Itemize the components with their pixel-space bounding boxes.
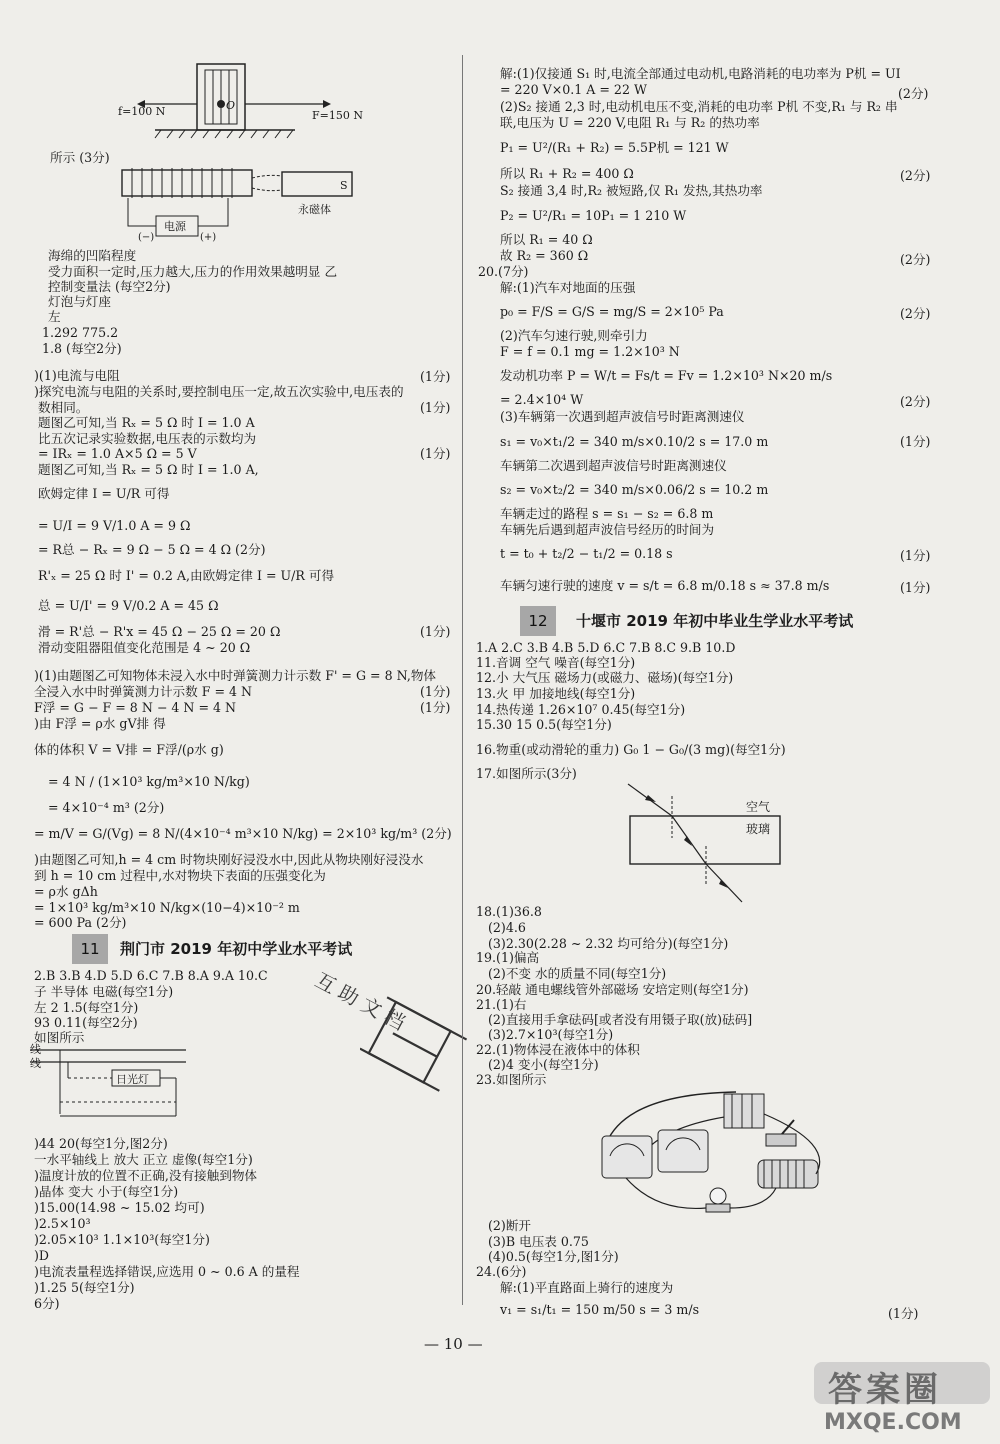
wire-label-2: 线 <box>30 1057 41 1070</box>
source-label: 电源 <box>164 220 186 233</box>
logo-big-text: 答案圈 <box>828 1370 942 1410</box>
answer-line: 所示 (3分) <box>50 150 110 165</box>
answer-line: 所以 R₁ + R₂ = 400 Ω <box>500 166 634 181</box>
answer-line: )2.05×10³ 1.1×10³(每空1分) <box>34 1232 210 1247</box>
wiring-diagram <box>30 1044 200 1134</box>
column-divider <box>462 55 463 1305</box>
answer-line: 车辆先后遇到超声波信号经历的时间为 <box>500 522 715 537</box>
answer-line: = m/V = G/(Vg) = 8 N/(4×10⁻⁴ m³×10 N/kg) = 2×10³ kg/m³ (2分) <box>34 826 452 841</box>
page-number: — 10 — <box>424 1335 483 1353</box>
answer-line: = 4×10⁻⁴ m³ (2分) <box>48 800 165 815</box>
answer-line: P₂ = U²/R₁ = 10P₁ = 1 210 W <box>500 208 687 223</box>
refraction-diagram <box>620 776 790 906</box>
answer-line: = 600 Pa (2分) <box>34 915 127 930</box>
score-label: (1分) <box>420 684 451 699</box>
answer-line: 滑动变阻器阻值变化范围是 4 ~ 20 Ω <box>38 640 251 655</box>
answer-line: (3)车辆第一次遇到超声波信号时距离测速仪 <box>500 409 745 424</box>
answer-line: P₁ = U²/(R₁ + R₂) = 5.5P机 = 121 W <box>500 140 729 155</box>
answer-line: (4)0.5(每空1分,图1分) <box>488 1249 619 1264</box>
answer-line: 23.如图所示 <box>476 1072 547 1087</box>
score-label: (1分) <box>900 580 931 595</box>
answer-line: 17.如图所示(3分) <box>476 766 577 781</box>
section-title: 荆门市 2019 年初中学业水平考试 <box>120 940 353 958</box>
answer-line: = 220 V×0.1 A = 22 W <box>500 82 647 97</box>
air-label: 空气 <box>746 800 771 814</box>
answer-line: s₁ = v₀×t₁/2 = 340 m/s×0.10/2 s = 17.0 m <box>500 434 769 449</box>
answer-line: )1.25 5(每空1分) <box>34 1280 135 1295</box>
answer-line: 联,电压为 U = 220 V,电阻 R₁ 与 R₂ 的热功率 <box>500 115 760 130</box>
score-label: (1分) <box>420 700 451 715</box>
answer-line: 比五次记录实验数据,电压表的示数均为 <box>38 431 257 446</box>
answer-line: 欧姆定律 I = U/R 可得 <box>38 486 170 501</box>
answer-line: 左 2 1.5(每空1分) <box>34 1000 139 1015</box>
answer-line: = 4 N / (1×10³ kg/m³×10 N/kg) <box>48 774 250 789</box>
circuit-diagram <box>596 1084 836 1214</box>
answer-line: 数相同。 <box>38 400 89 415</box>
magnet-s-label: S <box>340 179 348 192</box>
answer-line: 题图乙可知,当 Rₓ = 5 Ω 时 I = 1.0 A, <box>38 462 259 477</box>
answer-line: (2)4.6 <box>488 920 526 935</box>
answer-line: v₁ = s₁/t₁ = 150 m/50 s = 3 m/s <box>500 1302 700 1317</box>
score-label: (2分) <box>900 306 931 321</box>
minus-label: (−) <box>138 232 155 243</box>
answer-line: (2)不变 水的质量不同(每空1分) <box>488 966 667 981</box>
answer-line: 11.音调 空气 噪音(每空1分) <box>476 655 636 670</box>
answer-line: 19.(1)偏高 <box>476 950 540 965</box>
answer-line: 海绵的凹陷程度 <box>48 248 137 263</box>
answer-line: 13.火 甲 加接地线(每空1分) <box>476 686 636 701</box>
score-label: (2分) <box>900 252 931 267</box>
answer-line: 滑 = R'总 − R'x = 45 Ω − 25 Ω = 20 Ω <box>38 624 281 639</box>
answer-line: )(1)由题图乙可知物体未浸入水中时弹簧测力计示数 F' = G = 8 N,物体 <box>34 668 437 683</box>
force-diagram <box>115 58 365 148</box>
answer-line: = ρ水 gΔh <box>34 884 98 899</box>
force-left-label: f=100 N <box>118 105 166 118</box>
answer-line: = IRₓ = 1.0 A×5 Ω = 5 V <box>38 446 197 461</box>
section-11-header <box>72 934 452 964</box>
answer-line: (2)S₂ 接通 2,3 时,电动机电压不变,消耗的电功率 P机 不变,R₁ 与 R₂ 串 <box>500 99 898 114</box>
score-label: (1分) <box>420 369 451 384</box>
section-badge: 11 <box>72 934 108 964</box>
lamp-label: 日光灯 <box>116 1073 149 1086</box>
score-label: (1分) <box>420 446 451 461</box>
answer-line: 解:(1)平直路面上骑行的速度为 <box>500 1280 674 1295</box>
answer-line: 灯泡与灯座 <box>48 294 111 309</box>
answer-line: 1.8 (每空2分) <box>42 341 122 356</box>
glass-label: 玻璃 <box>746 822 771 836</box>
answer-line: 一水平轴线上 放大 正立 虚像(每空1分) <box>34 1152 253 1167</box>
answer-line: 解:(1)汽车对地面的压强 <box>500 280 636 295</box>
answer-line: )探究电流与电阻的关系时,要控制电压一定,故五次实验中,电压表的 <box>34 384 404 399</box>
answer-line: F = f = 0.1 mg = 1.2×10³ N <box>500 344 680 359</box>
answer-line: 控制变量法 (每空2分) <box>48 279 171 294</box>
answer-line: 车辆第二次遇到超声波信号时距离测速仪 <box>500 458 727 473</box>
answer-line: 解:(1)仅接通 S₁ 时,电流全部通过电动机,电路消耗的电功率为 P机 = UI <box>500 66 901 81</box>
answer-line: = U/I = 9 V/1.0 A = 9 Ω <box>38 518 191 533</box>
answer-line: 15.30 15 0.5(每空1分) <box>476 717 612 732</box>
answer-line: (2)4 变小(每空1分) <box>488 1057 599 1072</box>
answer-line: 如图所示 <box>34 1030 85 1045</box>
answer-line: = 1×10³ kg/m³×10 N/kg×(10−4)×10⁻² m <box>34 900 300 915</box>
answer-line: )晶体 变大 小于(每空1分) <box>34 1184 179 1199</box>
answer-line: 体的体积 V = V排 = F浮/(ρ水 g) <box>34 742 224 757</box>
answer-line: 1.292 775.2 <box>42 325 119 340</box>
answer-line: (2)断开 <box>488 1218 532 1233</box>
score-label: (1分) <box>900 548 931 563</box>
answer-line: 到 h = 10 cm 过程中,水对物块下表面的压强变化为 <box>34 868 326 883</box>
answer-line: 16.物重(或动滑轮的重力) G₀ 1 − G₀/(3 mg)(每空1分) <box>476 742 786 757</box>
answer-line: 12.小 大气压 磁场力(或磁力、磁场)(每空1分) <box>476 670 734 685</box>
answer-line: F浮 = G − F = 8 N − 4 N = 4 N <box>34 700 237 715</box>
magnet-label: 永磁体 <box>298 203 331 216</box>
answer-line: = R总 − Rₓ = 9 Ω − 5 Ω = 4 Ω (2分) <box>38 542 266 557</box>
answer-line: (3)2.7×10³(每空1分) <box>488 1027 614 1042</box>
answer-line: 受力面积一定时,压力越大,压力的作用效果越明显 乙 <box>48 264 338 279</box>
answer-line: 子 半导体 电磁(每空1分) <box>34 984 174 999</box>
section-12-header <box>520 606 940 636</box>
score-label: (2分) <box>900 394 931 409</box>
answer-line: 故 R₂ = 360 Ω <box>500 248 589 263</box>
answer-line: )由题图乙可知,h = 4 cm 时物块刚好浸没水中,因此从物块刚好浸没水 <box>34 852 424 867</box>
answer-line: 21.(1)右 <box>476 997 527 1012</box>
answer-line: 所以 R₁ = 40 Ω <box>500 232 593 247</box>
answer-line: 总 = U/I' = 9 V/0.2 A = 45 Ω <box>38 598 219 613</box>
answer-line: 20.(7分) <box>478 264 529 279</box>
logo-small-text: MXQE.COM <box>824 1410 962 1435</box>
answer-line: 22.(1)物体浸在液体中的体积 <box>476 1042 640 1057</box>
score-label: (1分) <box>888 1306 919 1321</box>
score-label: (1分) <box>420 400 451 415</box>
answer-line: 24.(6分) <box>476 1264 527 1279</box>
answer-line: 题图乙可知,当 Rₓ = 5 Ω 时 I = 1.0 A <box>38 415 255 430</box>
answer-line: = 2.4×10⁴ W <box>500 392 584 407</box>
section-title: 十堰市 2019 年初中毕业生学业水平考试 <box>576 612 854 630</box>
answer-line: 18.(1)36.8 <box>476 904 542 919</box>
answer-line: 20.轻敲 通电螺线管外部磁场 安培定则(每空1分) <box>476 982 749 997</box>
answer-line: 14.热传递 1.26×10⁷ 0.45(每空1分) <box>476 702 686 717</box>
watermark-text: 互助文档 <box>311 967 415 1038</box>
score-label: (2分) <box>900 168 931 183</box>
answer-line: )温度计放的位置不正确,没有接触到物体 <box>34 1168 258 1183</box>
answer-line: (2)汽车匀速行驶,则牵引力 <box>500 328 648 343</box>
answer-line: 全浸入水中时弹簧测力计示数 F = 4 N <box>34 684 253 699</box>
answer-line: (3)2.30(2.28 ~ 2.32 均可给分)(每空1分) <box>488 936 729 951</box>
answer-line: 6分) <box>34 1296 60 1311</box>
score-label: (1分) <box>900 434 931 449</box>
answer-line: )44 20(每空1分,图2分) <box>34 1136 168 1151</box>
section-badge: 12 <box>520 606 556 636</box>
answer-line: R'ₓ = 25 Ω 时 I' = 0.2 A,由欧姆定律 I = U/R 可得 <box>38 568 335 583</box>
answer-line: S₂ 接通 3,4 时,R₂ 被短路,仅 R₁ 发热,其热功率 <box>500 183 763 198</box>
answer-line: 发动机功率 P = W/t = Fs/t = Fv = 1.2×10³ N×20 m/s <box>500 368 833 383</box>
force-right-label: F=150 N <box>312 109 363 122</box>
answer-line: )由 F浮 = ρ水 gV排 得 <box>34 716 166 731</box>
answer-line: p₀ = F/S = G/S = mg/S = 2×10⁵ Pa <box>500 304 724 319</box>
answer-line: )(1)电流与电阻 <box>34 368 120 383</box>
site-logo <box>810 1356 995 1438</box>
plus-label: (+) <box>200 232 217 243</box>
answer-line: s₂ = v₀×t₂/2 = 340 m/s×0.06/2 s = 10.2 m <box>500 482 769 497</box>
answer-line: 1.A 2.C 3.B 4.B 5.D 6.C 7.B 8.C 9.B 10.D <box>476 640 736 655</box>
answer-line: )2.5×10³ <box>34 1216 91 1231</box>
score-label: (1分) <box>420 624 451 639</box>
answer-line: 2.B 3.B 4.D 5.D 6.C 7.B 8.A 9.A 10.C <box>34 968 268 983</box>
answer-line: )15.00(14.98 ~ 15.02 均可) <box>34 1200 205 1215</box>
answer-line: 左 <box>48 309 61 324</box>
answer-line: )电流表量程选择错误,应选用 0 ~ 0.6 A 的量程 <box>34 1264 300 1279</box>
answer-line: )D <box>34 1248 50 1263</box>
wire-label-1: 线 <box>30 1043 41 1056</box>
answer-line: (3)B 电压表 0.75 <box>488 1234 589 1249</box>
answer-line: 车辆走过的路程 s = s₁ − s₂ = 6.8 m <box>500 506 714 521</box>
answer-line: t = t₀ + t₂/2 − t₁/2 = 0.18 s <box>500 546 673 561</box>
answer-line: (2)直接用手拿砝码[或者没有用镊子取(放)砝码] <box>488 1012 753 1027</box>
answer-line: 93 0.11(每空2分) <box>34 1015 138 1030</box>
answer-line: 车辆匀速行驶的速度 v = s/t = 6.8 m/0.18 s ≈ 37.8 m/s <box>500 578 830 593</box>
score-label: (2分) <box>898 86 929 101</box>
center-o-label: O <box>226 99 236 112</box>
